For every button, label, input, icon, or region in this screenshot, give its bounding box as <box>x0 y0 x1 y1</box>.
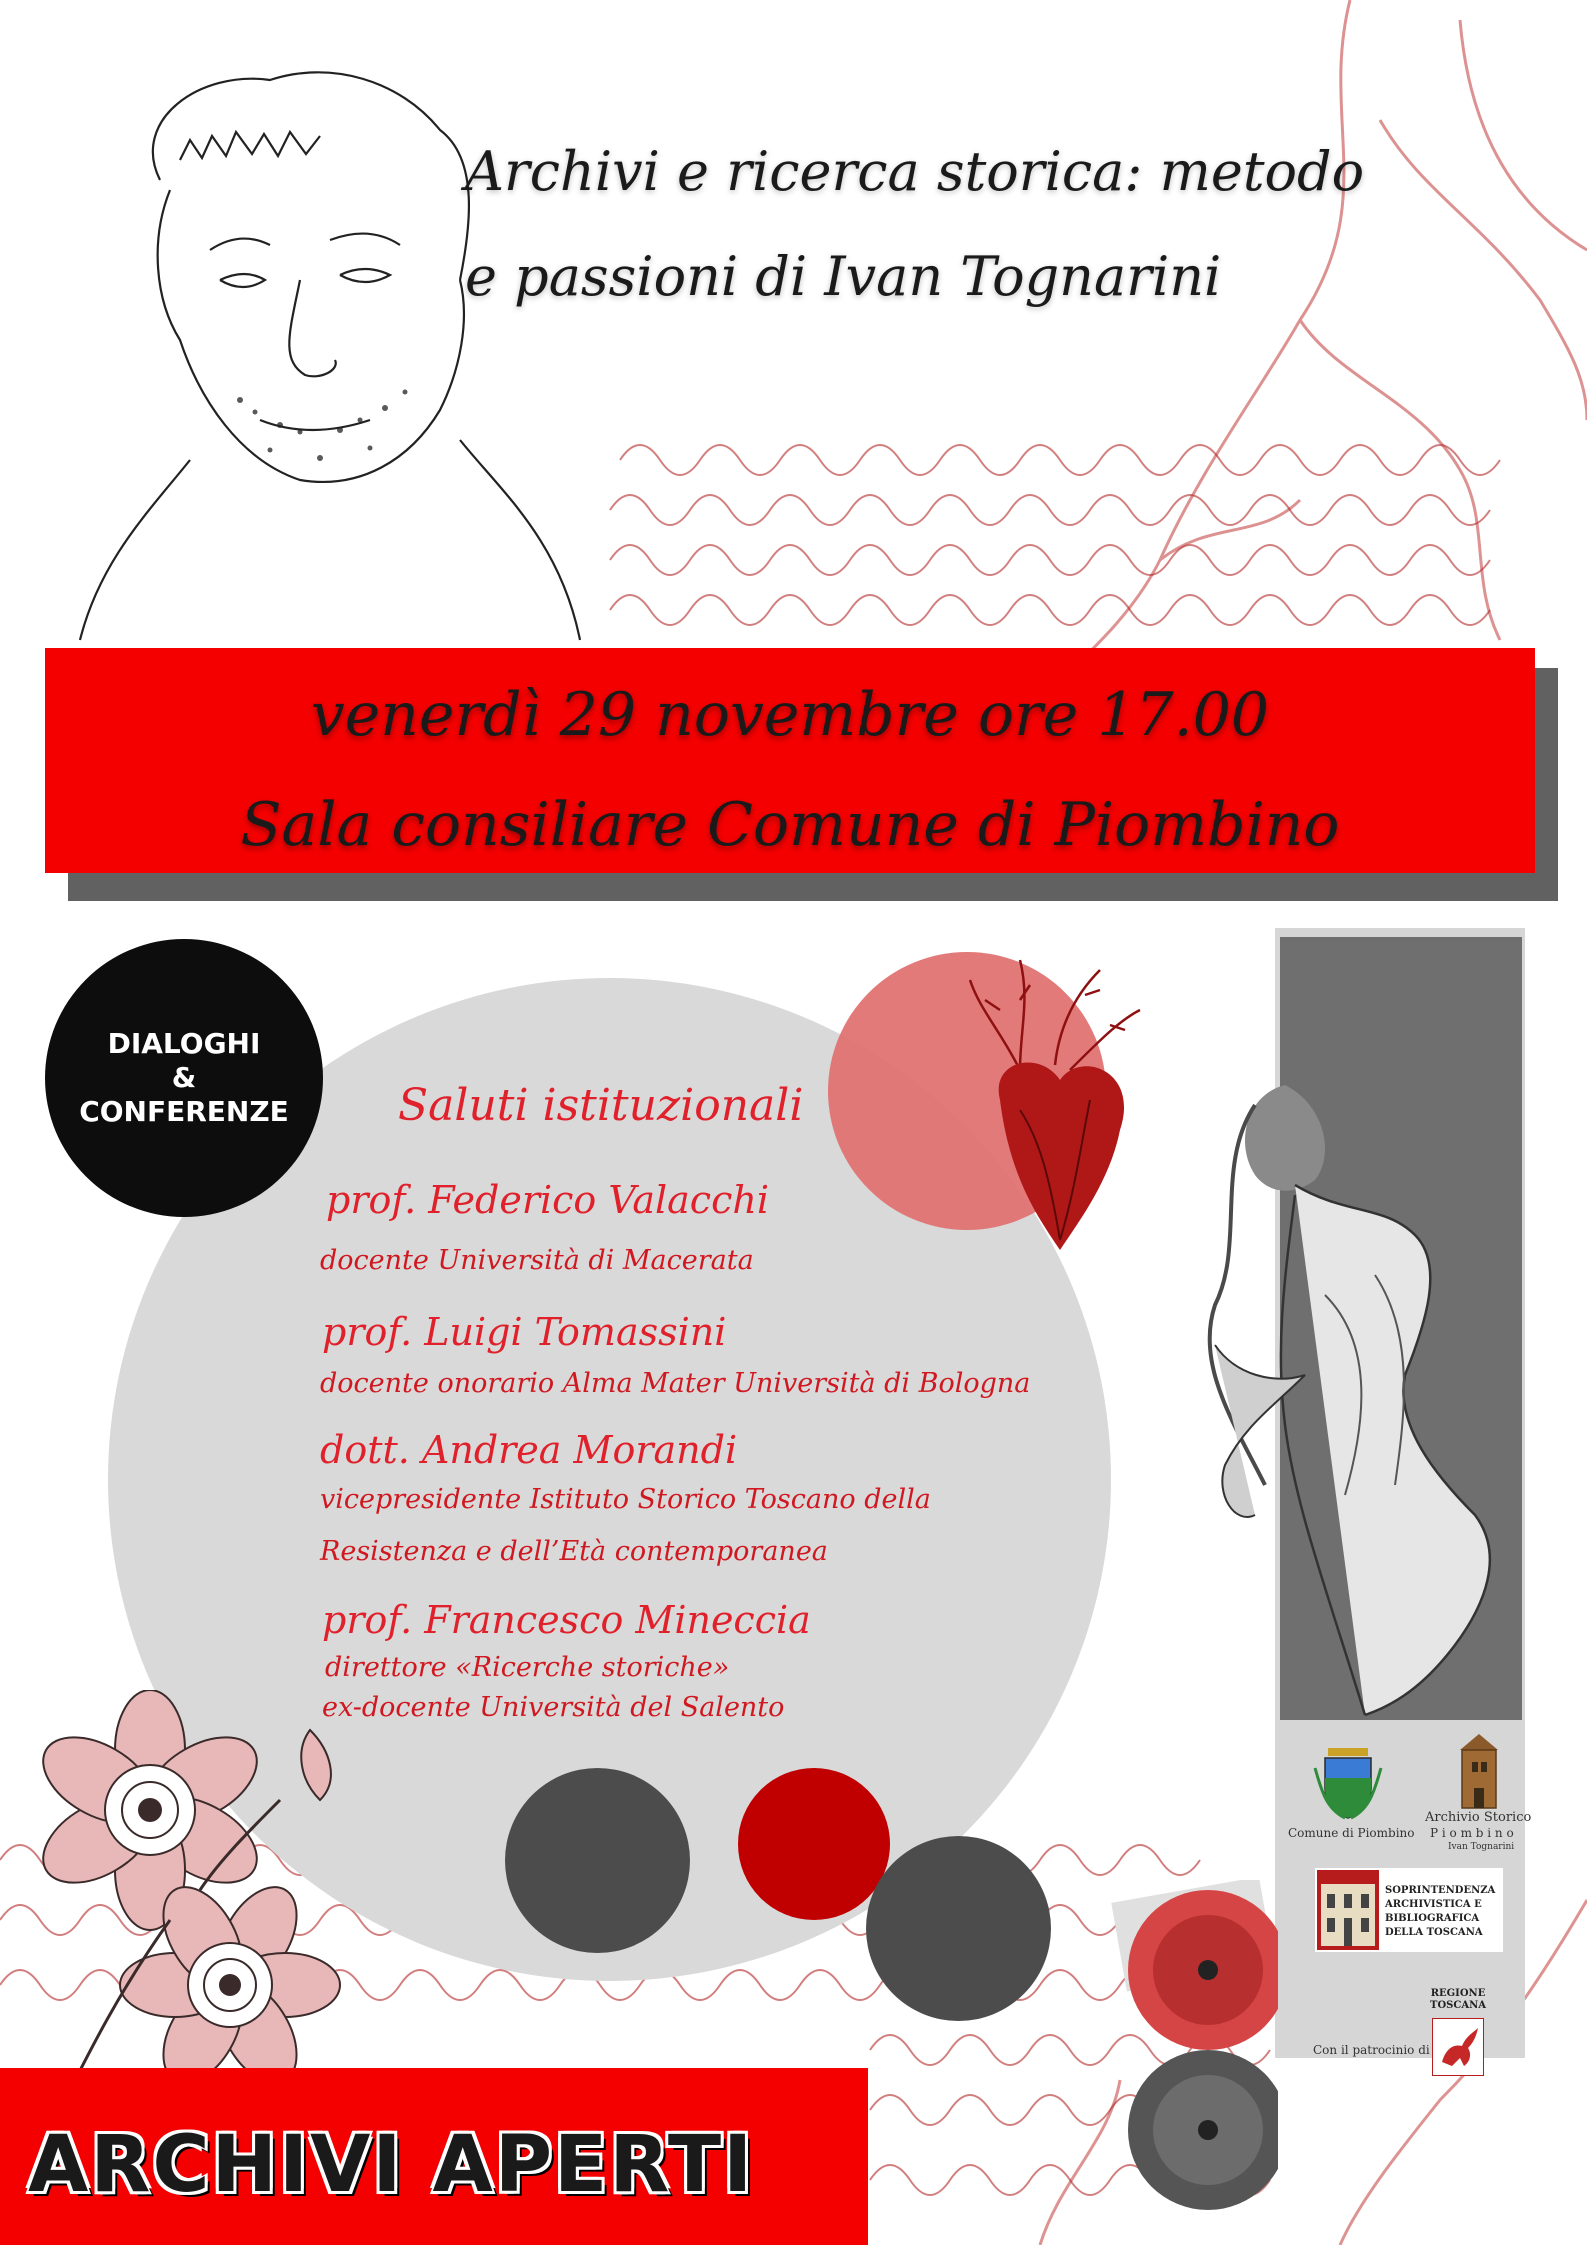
soprintendenza-building-icon <box>1317 1870 1379 1950</box>
event-title-line1: Archivi e ricerca storica: metodo <box>465 140 1365 203</box>
dialoghi-conferenze-badge <box>45 939 323 1217</box>
red-disc-decoration <box>738 1768 890 1920</box>
speaker-role-1: docente Università di Macerata <box>320 1245 754 1276</box>
regione-toscana-label <box>1430 1988 1486 2012</box>
badge-line3: CONFERENZE <box>79 1095 289 1128</box>
art-nouveau-woman-illustration <box>1175 1045 1535 1725</box>
comune-piombino-coat-of-arms-icon <box>1313 1738 1383 1820</box>
saluti-heading: Saluti istituzionali <box>398 1080 804 1131</box>
speaker-role-2: docente onorario Alma Mater Università di Bologna <box>320 1368 1031 1399</box>
speaker-role-3b: Resistenza e dell’Età contemporanea <box>320 1536 828 1567</box>
portrait-sketch <box>40 40 600 660</box>
anatomical-heart-illustration <box>960 950 1150 1280</box>
passion-flower-illustration <box>0 1690 380 2130</box>
event-venue: Sala consiliare Comune di Piombino <box>240 790 1340 860</box>
speaker-role-4b: ex-docente Università del Salento <box>322 1692 785 1723</box>
badge-line1: DIALOGHI <box>107 1027 261 1060</box>
speaker-name-1: prof. Federico Valacchi <box>326 1178 769 1222</box>
regione-toscana-pegasus-icon <box>1432 2018 1484 2076</box>
badge-line2: & <box>171 1061 197 1094</box>
speaker-name-3: dott. Andrea Morandi <box>320 1428 738 1472</box>
comune-piombino-caption: Comune di Piombino <box>1288 1826 1415 1840</box>
archivio-storico-caption-2: P i o m b i n o <box>1430 1826 1514 1840</box>
event-date: venerdì 29 novembre ore 17.00 <box>310 680 1270 750</box>
speaker-name-4: prof. Francesco Mineccia <box>322 1598 811 1642</box>
vinyl-records-collage <box>1108 1880 1278 2210</box>
soprintendenza-line3: BIBLIOGRAFICA <box>1385 1913 1480 1924</box>
regione-line2: TOSCANA <box>1430 2000 1486 2011</box>
speaker-name-2: prof. Luigi Tomassini <box>322 1310 727 1354</box>
soprintendenza-line1: SOPRINTENDENZA <box>1385 1885 1496 1896</box>
series-title: ARCHIVI APERTI <box>28 2120 755 2210</box>
soprintendenza-logo <box>1315 1868 1503 1952</box>
speaker-role-4a: direttore «Ricerche storiche» <box>325 1652 730 1683</box>
archivio-storico-caption-3: Ivan Tognarini <box>1448 1842 1515 1852</box>
patrocinio-caption: Con il patrocinio di <box>1313 2043 1430 2057</box>
speaker-role-3a: vicepresidente Istituto Storico Toscano della <box>320 1484 931 1515</box>
soprintendenza-line4: DELLA TOSCANA <box>1385 1927 1483 1938</box>
event-title-line2: e passioni di Ivan Tognarini <box>465 245 1222 308</box>
archivio-storico-tower-icon <box>1448 1730 1510 1810</box>
grey-disc-decoration <box>505 1768 690 1953</box>
regione-line1: REGIONE <box>1430 1988 1486 1999</box>
grey-disc-decoration-2 <box>866 1836 1051 2021</box>
soprintendenza-line2: ARCHIVISTICA E <box>1385 1899 1482 1910</box>
archivio-storico-caption-1: Archivio Storico <box>1425 1810 1532 1825</box>
